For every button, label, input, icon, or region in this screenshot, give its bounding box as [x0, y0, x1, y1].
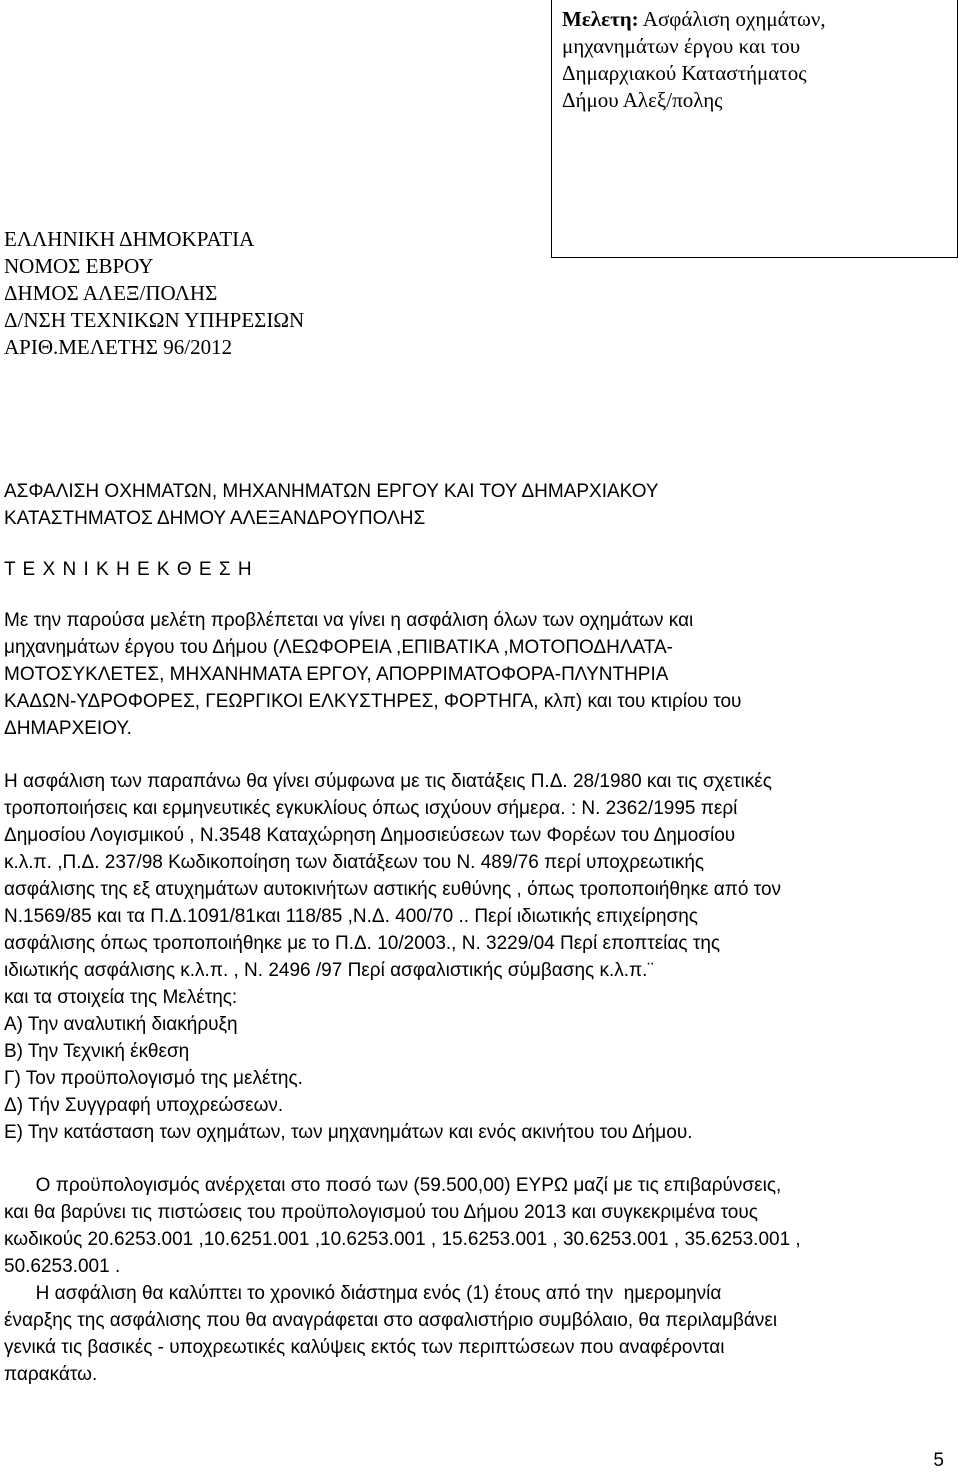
text-line: μηχανημάτων έργου του Δήμου (ΛΕΩΦΟΡΕΙΑ ,ΕΠΙΒΑΤΙΚΑ ,ΜΟΤΟΠΟΔΗΛΑΤΑ-: [4, 637, 673, 658]
text-line: ασφάλισης της εξ ατυχημάτων αυτοκινήτων αστικής ευθύνης , όπως τροποποιήθηκε από τον: [4, 879, 782, 900]
study-number-line: ΑΡΙΘ.ΜΕΛΕΤΗΣ 96/2012: [4, 335, 233, 359]
text-line: Ν.1569/85 και τα Π.Δ.1091/81και 118/85 ,Ν.Δ. 400/70 .. Περί ιδιωτικής επιχείρησης: [4, 906, 698, 927]
text-line: κωδικούς 20.6253.001 ,10.6251.001 ,10.6253.001 , 15.6253.001 , 30.6253.001 , 35.6253.001 ,: [4, 1229, 801, 1250]
text-line: ΚΑΔΩΝ-ΥΔΡΟΦΟΡΕΣ, ΓΕΩΡΓΙΚΟΙ ΕΛΚΥΣΤΗΡΕΣ, ΦΟΡΤΗΓΑ, κλπ) και του κτιρίου του: [4, 691, 742, 712]
section-heading: Τ Ε Χ Ν Ι Κ Η Ε Κ Θ Ε Σ Η: [4, 559, 253, 580]
text-line: και θα βαρύνει τις πιστώσεις του προϋπολογισμού του Δήμου 2013 και συγκεκριμένα τους: [4, 1202, 758, 1223]
paragraph-scope: [4, 607, 954, 742]
text-line: γενικά τις βασικές - υποχρεωτικές καλύψεις εκτός των περιπτώσεων που αναφέρονται: [4, 1337, 725, 1358]
text-line: Δημοσίου Λογισμικού , Ν.3548 Καταχώρηση Δημοσιεύσεων των Φορέων του Δημοσίου: [4, 825, 736, 846]
text-line: ΔΗΜΑΡΧΕΙΟΥ.: [4, 718, 132, 739]
study-title-line: Δημαρχιακού Καταστήματος: [562, 61, 807, 85]
header-line: Δ/ΝΣΗ ΤΕΧΝΙΚΩΝ ΥΠΗΡΕΣΙΩΝ: [4, 308, 305, 332]
list-item: Δ) Τήν Συγγραφή υποχρεώσεων.: [4, 1095, 284, 1116]
paragraph-coverage: [4, 1280, 954, 1388]
text-line: Με την παρούσα μελέτη προβλέπεται να γίνει η ασφάλιση όλων των οχημάτων και: [4, 610, 694, 631]
study-info-box: [551, 0, 958, 258]
text-line: κ.λ.π. ,Π.Δ. 237/98 Κωδικοποίηση των διατάξεων του Ν. 489/76 περί υποχρεωτικής: [4, 852, 705, 873]
list-item: Α) Την αναλυτική διακήρυξη: [4, 1014, 238, 1035]
text-line: έναρξης της ασφάλισης που θα αναγράφεται στο ασφαλιστήριο συμβόλαιο, θα περιλαμβάνει: [4, 1310, 778, 1331]
text-line: ιδιωτικής ασφάλισης κ.λ.π. , Ν. 2496 /97 Περί ασφαλιστικής σύμβασης κ.λ.π.¨: [4, 960, 654, 981]
document-title-line: ΑΣΦΑΛΙΣΗ ΟΧΗΜΑΤΩΝ, ΜΗΧΑΝΗΜΑΤΩΝ ΕΡΓΟΥ ΚΑΙ ΤΟΥ ΔΗΜΑΡΧΙΑΚΟΥ: [4, 481, 659, 502]
header-line: ΝΟΜΟΣ ΕΒΡΟΥ: [4, 254, 154, 278]
document-title-line: ΚΑΤΑΣΤΗΜΑΤΟΣ ΔΗΜΟΥ ΑΛΕΞΑΝΔΡΟΥΠΟΛΗΣ: [4, 508, 426, 529]
list-item: Β) Την Τεχνική έκθεση: [4, 1041, 190, 1062]
study-label: Μελετη:: [562, 7, 639, 31]
text-line: Ο προϋπολογισμός ανέρχεται στο ποσό των (59.500,00) ΕΥΡΩ μαζί με τις επιβαρύνσεις,: [4, 1175, 782, 1196]
study-box-line-1: [562, 6, 949, 33]
study-title-line: μηχανημάτων έργου και του: [562, 34, 801, 58]
text-line: παρακάτω.: [4, 1364, 98, 1385]
list-item: Ε) Την κατάσταση των οχημάτων, των μηχανημάτων και ενός ακινήτου του Δήμου.: [4, 1122, 693, 1143]
header-line: ΕΛΛΗΝΙΚΗ ΔΗΜΟΚΡΑΤΙΑ: [4, 227, 255, 251]
study-title-line: Δήμου Αλεξ/πολης: [562, 88, 723, 112]
text-line: Η ασφάλιση των παραπάνω θα γίνει σύμφωνα με τις διατάξεις Π.Δ. 28/1980 και τις σχετικές: [4, 771, 772, 792]
text-line: ασφάλισης όπως τροποποιήθηκε με το Π.Δ. 10/2003., Ν. 3229/04 Περί εποπτείας της: [4, 933, 721, 954]
study-title-line: Ασφάλιση οχημάτων,: [642, 7, 826, 31]
list-item: Γ) Τον προϋπολογισμό της μελέτης.: [4, 1068, 303, 1089]
header-line: ΔΗΜΟΣ ΑΛΕΞ/ΠΟΛΗΣ: [4, 281, 218, 305]
text-line: Η ασφάλιση θα καλύπτει το χρονικό διάστημα ενός (1) έτους από την ημερομηνία: [4, 1283, 722, 1304]
text-line: ΜΟΤΟΣΥΚΛΕΤΕΣ, ΜΗΧΑΝΗΜΑΤΑ ΕΡΓΟΥ, ΑΠΟΡΡΙΜΑΤΟΦΟΡΑ-ΠΛΥΝΤΗΡΙΑ: [4, 664, 669, 685]
authority-header: [4, 226, 304, 361]
text-line: τροποποιήσεις και ερμηνευτικές εγκυκλίους όπως ισχύουν σήμερα. : Ν. 2362/1995 περί: [4, 798, 738, 819]
text-line: και τα στοιχεία της Μελέτης:: [4, 987, 238, 1008]
text-line: 50.6253.001 .: [4, 1256, 121, 1277]
paragraph-budget: [4, 1172, 954, 1280]
page-number: 5: [933, 1450, 944, 1471]
document-body: [4, 478, 954, 1388]
paragraph-legal-basis: [4, 768, 954, 1146]
